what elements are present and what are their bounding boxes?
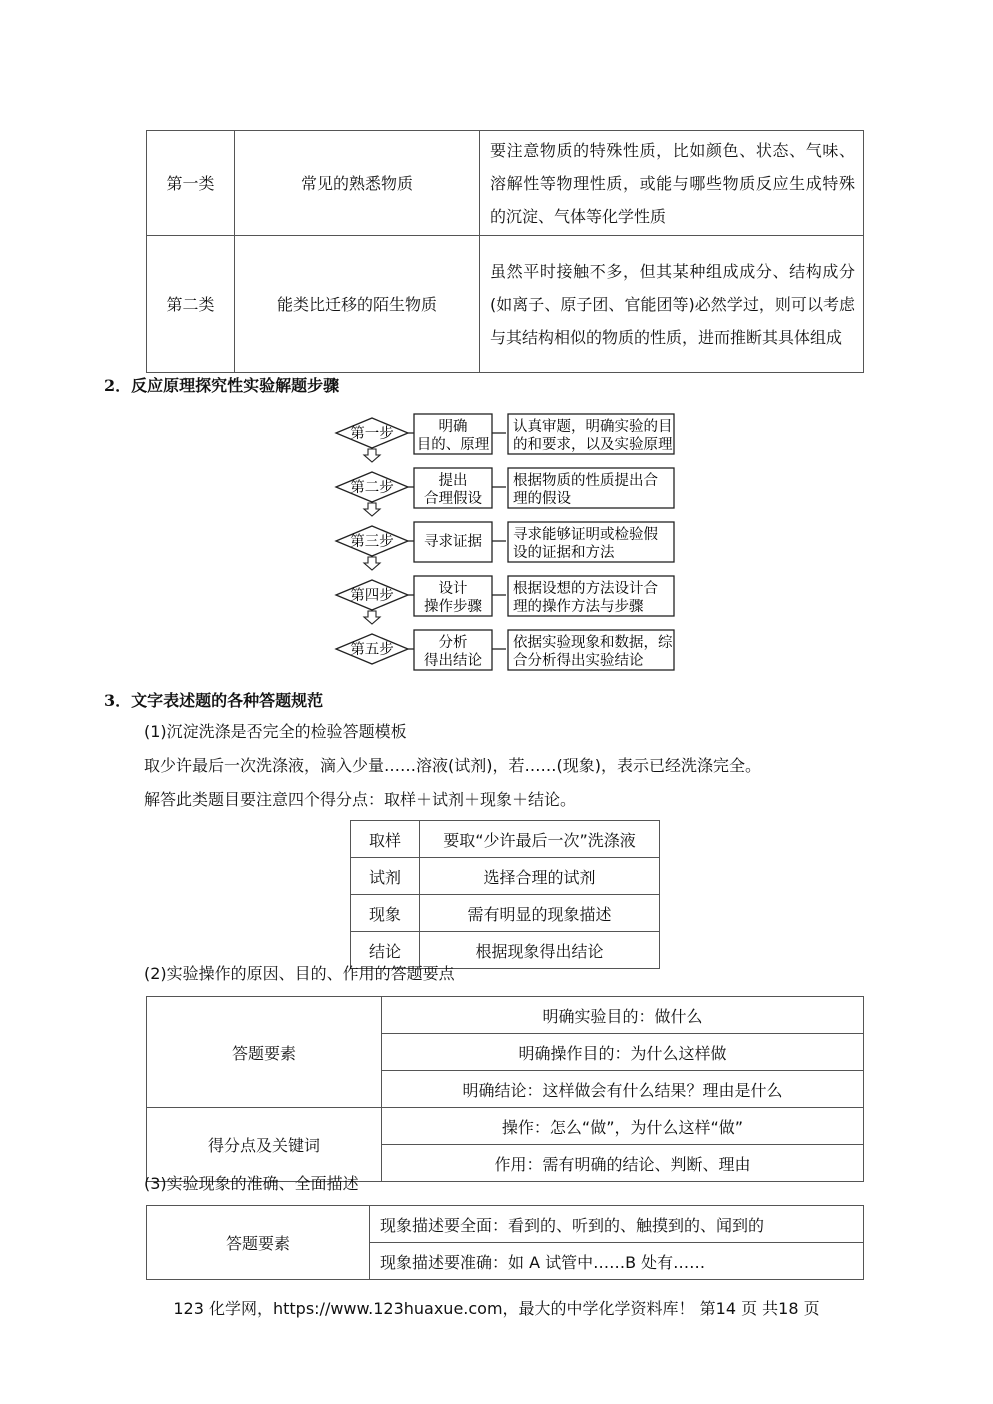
value-cell: 根据现象得出结论 [420, 932, 660, 969]
category-cell: 第一类 [147, 131, 235, 236]
desc-cell: 虽然平时接触不多，但其某种组成成分、结构成分(如离子、原子团、官能团等)必然学过，则可以考虑与其结构相似的物质的性质，进而推断其具体组成 [480, 236, 864, 373]
flow-step [336, 468, 674, 516]
step-title-line2: 操作步骤 [424, 599, 482, 615]
desc-cell: 要注意物质的特殊性质，比如颜色、状态、气味、溶解性等物理性质，或能与哪些物质反应生成特殊的沉淀、气体等化学性质 [480, 131, 864, 236]
step-label: 第一步 [350, 426, 394, 442]
step-title-line1: 提出 [438, 473, 468, 489]
table-row [351, 821, 660, 858]
score-points-table [350, 820, 660, 969]
template-line: 取少许最后一次洗涤液，滴入少量……溶液(试剂)，若……(现象)，表示已经洗涤完全。 [144, 756, 761, 775]
value-cell: 需有明显的现象描述 [420, 895, 660, 932]
flow-step [336, 522, 674, 570]
key-cell: 答题要素 [147, 997, 382, 1108]
step-desc-line1: 依据实验现象和数据，综 [513, 635, 673, 651]
score-points-line: 解答此类题目要注意四个得分点：取样＋试剂＋现象＋结论。 [144, 790, 577, 809]
step-desc-line2: 的和要求，以及实验原理 [513, 437, 673, 453]
flow-step [336, 630, 674, 670]
value-cell: 操作：怎么“做”，为什么这样“做” [382, 1108, 864, 1145]
phenomenon-table [146, 1205, 864, 1280]
sub-heading-3: (3)实验现象的准确、全面描述 [144, 1174, 359, 1193]
value-cell: 现象描述要全面：看到的、听到的、触摸到的、闻到的 [370, 1206, 864, 1243]
value-cell: 作用：需有明确的结论、判断、理由 [382, 1145, 864, 1182]
type-cell: 常见的熟悉物质 [235, 131, 480, 236]
value-cell: 现象描述要准确：如 A 试管中……B 处有…… [370, 1243, 864, 1280]
step-title-line1: 设计 [438, 581, 468, 597]
step-label: 第二步 [350, 480, 394, 496]
step-label: 第四步 [350, 588, 394, 604]
table-row [147, 1108, 864, 1145]
table-row [147, 131, 864, 236]
sub-heading-2: (2)实验操作的原因、目的、作用的答题要点 [144, 964, 455, 983]
step-title-line1: 分析 [438, 635, 468, 651]
step-desc-line1: 寻求能够证明或检验假 [513, 527, 658, 543]
table-row [147, 236, 864, 373]
down-arrow-icon [364, 611, 380, 624]
step-desc-line2: 设的证据和方法 [513, 545, 615, 561]
key-cell: 结论 [351, 932, 420, 969]
step-desc-line2: 理的假设 [513, 491, 571, 507]
category-cell: 第二类 [147, 236, 235, 373]
value-cell: 选择合理的试剂 [420, 858, 660, 895]
step-title-line1: 明确 [438, 419, 468, 435]
operation-reason-table [146, 996, 864, 1182]
down-arrow-icon [364, 557, 380, 570]
value-cell: 明确结论：这样做会有什么结果？理由是什么 [382, 1071, 864, 1108]
step-title-line1: 寻求证据 [424, 534, 482, 550]
table-row [351, 858, 660, 895]
flow-step [336, 576, 674, 624]
step-desc-line1: 根据物质的性质提出合 [513, 473, 658, 489]
step-desc-line2: 理的操作方法与步骤 [513, 599, 644, 615]
value-cell: 明确操作目的：为什么这样做 [382, 1034, 864, 1071]
down-arrow-icon [364, 503, 380, 516]
step-title-line2: 合理假设 [424, 491, 482, 507]
type-cell: 能类比迁移的陌生物质 [235, 236, 480, 373]
value-cell: 明确实验目的：做什么 [382, 997, 864, 1034]
step-desc-line1: 认真审题，明确实验的目 [513, 419, 673, 435]
step-title-line2: 目的、原理 [416, 437, 490, 453]
table-row [147, 997, 864, 1034]
steps-flowchart [334, 408, 679, 676]
table-row [351, 895, 660, 932]
key-cell: 试剂 [351, 858, 420, 895]
sub-heading-1: (1)沉淀洗涤是否完全的检验答题模板 [144, 722, 407, 741]
page-footer: 123 化学网，https://www.123huaxue.com，最大的中学化学资料库！ 第14 页 共18 页 [173, 1299, 820, 1318]
value-cell: 要取“少许最后一次”洗涤液 [420, 821, 660, 858]
key-cell: 现象 [351, 895, 420, 932]
step-label: 第五步 [350, 642, 394, 658]
key-cell: 得分点及关键词 [147, 1108, 382, 1182]
table-row [147, 1206, 864, 1243]
step-desc-line2: 合分析得出实验结论 [513, 653, 644, 669]
key-cell: 取样 [351, 821, 420, 858]
step-desc-line1: 根据设想的方法设计合 [513, 581, 658, 597]
flow-step [336, 414, 674, 462]
section-heading-3: 3．文字表述题的各种答题规范 [104, 691, 324, 710]
down-arrow-icon [364, 449, 380, 462]
step-title-line2: 得出结论 [424, 653, 482, 669]
step-label: 第三步 [350, 534, 394, 550]
section-heading-2: 2．反应原理探究性实验解题步骤 [104, 376, 340, 395]
key-cell: 答题要素 [147, 1206, 370, 1280]
category-table [146, 130, 864, 373]
